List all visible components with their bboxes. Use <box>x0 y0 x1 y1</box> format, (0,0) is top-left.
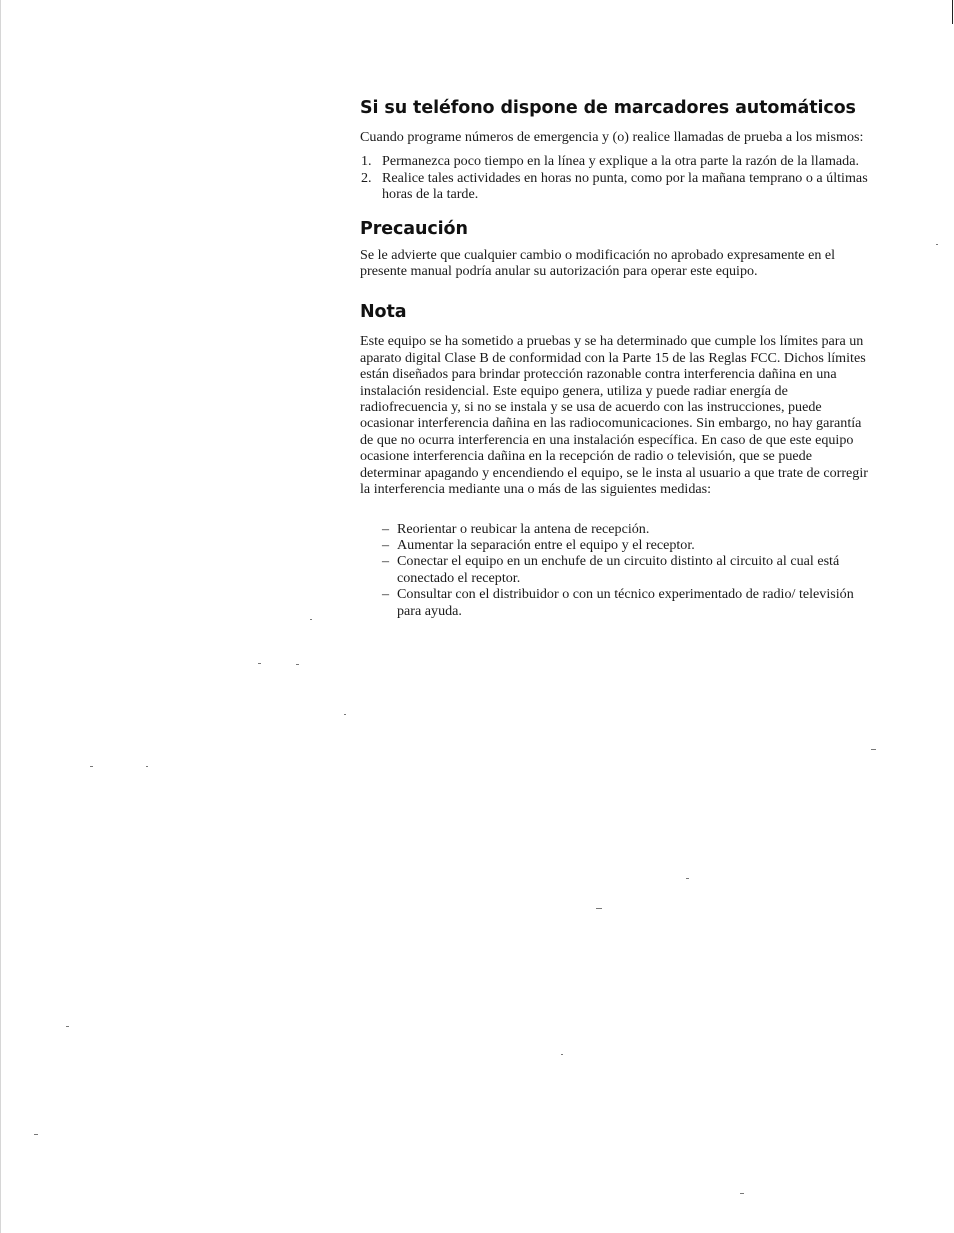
step-text: Realice tales actividades en horas no punta, como por la mañana temprano o a últimas horas de la tarde. <box>382 169 868 203</box>
section-heading-caution: Precaución <box>360 218 468 239</box>
scan-speck <box>596 908 602 909</box>
scan-speck <box>34 1134 38 1135</box>
scan-speck <box>686 878 689 879</box>
dash-marker: – <box>382 520 390 537</box>
measure-text: Consultar con el distribuidor o con un técnico experimentado de radio/ televisión para ayuda. <box>397 586 854 619</box>
section-heading-autodialers: Si su teléfono dispone de marcadores automáticos <box>360 98 856 118</box>
scan-speck <box>344 714 346 715</box>
step-text: Permanezca poco tiempo en la línea y explique a la otra parte la razón de la llamada. <box>382 153 860 170</box>
scan-speck <box>146 766 148 767</box>
caution-body: Se le advierte que cualquier cambio o modificación no aprobado expresamente en el presente manual podría anular su autorización para operar este equipo. <box>360 246 836 280</box>
scan-speck <box>561 1054 563 1055</box>
dash-marker: – <box>382 536 390 553</box>
note-body: Este equipo se ha sometido a pruebas y se ha determinado que cumple los límites para un aparato digital Clase B de conformidad con la Parte 15 de las Reglas FCC. Dichos límites están diseñados para brindar protección razonable contra interferencia dañina en una instalación residencial. Este equipo genera, utiliza y puede radiar energía de radiofrecuencia y, si no se instala y se usa de acuerdo con las instrucciones, puede ocasionar interferencia dañina en las radiocomunicaciones. Sin embargo, no hay garantía de que no ocurra interferencia en una instalación específica. En caso de que este equipo ocasione interferencia dañina en la recepción de radio o televisión, que se puede determinar apagando y encendiendo el equipo, se le insta al usuario a que trate de corregir la interferencia mediante una o más de las siguientes medidas: <box>360 333 868 498</box>
measure-text: Reorientar o reubicar la antena de recepción. <box>397 520 650 537</box>
scan-speck <box>90 766 93 767</box>
note-measures-list <box>360 521 870 619</box>
step-number: 1. <box>361 153 372 170</box>
list-item <box>360 153 870 169</box>
dash-marker: – <box>382 586 390 603</box>
scan-speck <box>66 1026 69 1027</box>
list-item <box>382 537 870 553</box>
measure-text: Conectar el equipo en un enchufe de un circuito distinto al circuito al cual está conectado el receptor. <box>397 553 840 586</box>
autodialers-intro: Cuando programe números de emergencia y (o) realice llamadas de prueba a los mismos: <box>360 129 864 145</box>
scan-speck <box>296 664 299 665</box>
page-content <box>360 96 870 619</box>
scan-edge-left <box>0 0 1 1233</box>
list-item <box>382 521 870 537</box>
autodialers-steps <box>360 153 870 202</box>
scan-speck <box>258 663 261 664</box>
list-item <box>382 586 870 619</box>
scan-speck <box>310 619 312 620</box>
list-item <box>382 553 870 586</box>
scan-speck <box>936 244 938 245</box>
scan-speck <box>740 1193 744 1194</box>
scan-edge-right <box>952 0 953 24</box>
dash-marker: – <box>382 553 390 570</box>
scan-speck <box>871 749 876 750</box>
measure-text: Aumentar la separación entre el equipo y el receptor. <box>397 536 695 553</box>
list-item <box>360 170 870 203</box>
section-heading-note: Nota <box>360 302 407 323</box>
step-number: 2. <box>361 169 372 186</box>
